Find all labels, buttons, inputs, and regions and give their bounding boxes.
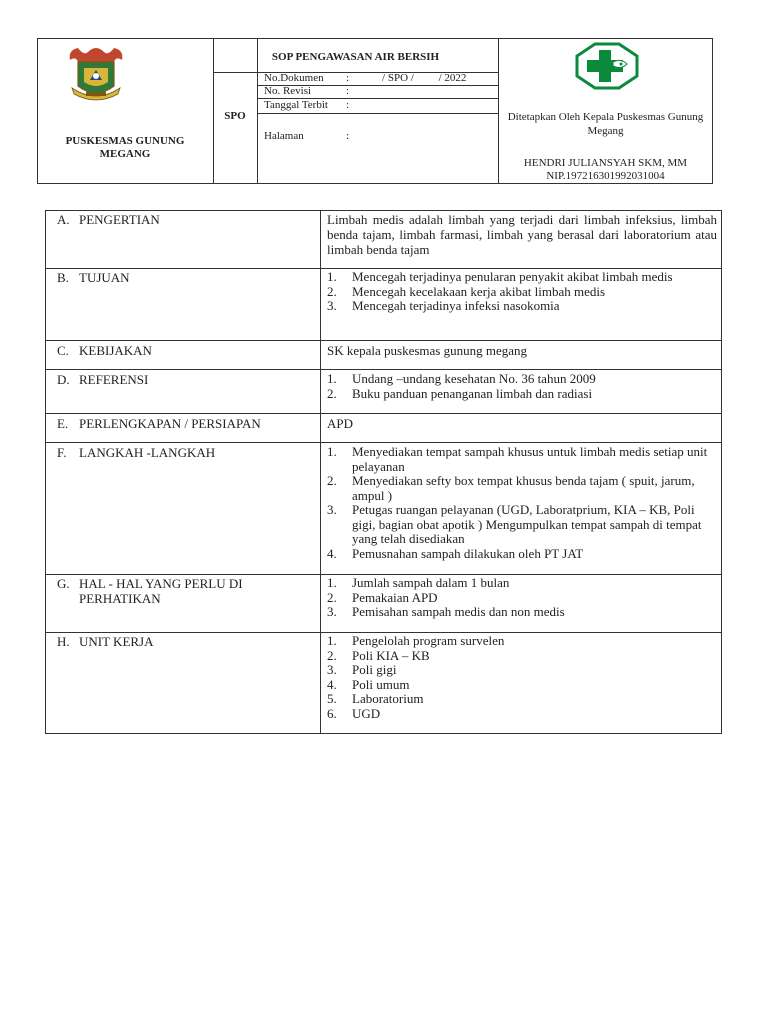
section-letter: G. xyxy=(57,576,70,591)
signer-name: HENDRI JULIANSYAH SKM, MM xyxy=(523,157,688,169)
section-g-heading xyxy=(57,576,297,606)
section-c-text: SK kepala puskesmas gunung megang xyxy=(327,343,528,358)
table-column-divider xyxy=(320,210,321,734)
doc-field-value: : xyxy=(346,85,350,97)
list-item: 2. Poli KIA – KB xyxy=(327,647,430,663)
section-title: REFERENSI xyxy=(79,372,149,387)
regency-coat-of-arms-icon xyxy=(64,42,128,106)
list-item: 3. Mencegah terjadinya infeksi nasokomia xyxy=(327,298,560,313)
list-item: 4. Poli umum xyxy=(327,676,410,692)
list-item: 1. Menyediakan tempat sampah khusus untuk limbah medis setiap unit pelayanan xyxy=(327,444,708,474)
section-title: PERLENGKAPAN / PERSIAPAN xyxy=(79,416,261,431)
list-item: 1. Jumlah sampah dalam 1 bulan xyxy=(327,575,510,590)
header-divider xyxy=(257,113,498,114)
section-title: KEBIJAKAN xyxy=(79,343,152,358)
list-item: 3. Pemisahan sampah medis dan non medis xyxy=(327,604,565,619)
doc-field-row xyxy=(264,130,349,143)
section-b-heading xyxy=(57,270,312,286)
section-h-list xyxy=(327,634,717,721)
section-letter: A. xyxy=(57,212,70,227)
spo-label: SPO xyxy=(224,110,246,122)
section-a-heading xyxy=(57,212,312,228)
section-d-list xyxy=(327,372,717,401)
row-divider xyxy=(45,413,722,414)
section-h-heading xyxy=(57,634,312,650)
list-item: 1. Pengelolah program survelen xyxy=(327,633,505,648)
list-item: 3. Petugas ruangan pelayanan (UGD, Laboratprium, KIA – KB, Poli gigi, bagian obat apotik ) Mengumpulkan tempat sampah di tempat yang telah disediakan xyxy=(327,502,702,546)
doc-field-row xyxy=(264,72,466,85)
doc-field-value: : xyxy=(346,99,350,111)
list-item: 1. Undang –undang kesehatan No. 36 tahun 2009 xyxy=(327,371,596,386)
list-item: 5. Laboratorium xyxy=(327,691,424,706)
section-title: TUJUAN xyxy=(79,270,130,285)
list-item: 1. Mencegah terjadinya penularan penyakit akibat limbah medis xyxy=(327,269,673,284)
list-item: 2. Menyediakan sefty box tempat khusus benda tajam ( spuit, jarum, ampul ) xyxy=(327,473,695,503)
section-title: LANGKAH -LANGKAH xyxy=(79,445,216,460)
doc-field-label: Halaman xyxy=(264,130,304,142)
section-title: HAL - HAL YANG PERLU DI PERHATIKAN xyxy=(79,576,243,606)
section-b-list xyxy=(327,270,717,314)
doc-field-value: : xyxy=(346,130,350,142)
section-letter: H. xyxy=(57,634,70,649)
section-title: UNIT KERJA xyxy=(79,634,154,649)
section-letter: E. xyxy=(57,416,69,431)
approved-by: Ditetapkan Oleh Kepala Puskesmas Gunung Megang xyxy=(507,111,704,137)
section-f-list xyxy=(327,445,717,561)
section-e-text: APD xyxy=(327,416,354,431)
section-letter: C. xyxy=(57,343,69,358)
section-f-heading xyxy=(57,445,312,461)
list-item: 3. Poli gigi xyxy=(327,662,397,677)
row-divider xyxy=(45,340,722,341)
section-title: PENGERTIAN xyxy=(79,212,160,227)
doc-field-label: No. Revisi xyxy=(264,85,312,97)
list-item: 4. Pemusnahan sampah dilakukan oleh PT JAT xyxy=(327,545,584,561)
document-title: SOP PENGAWASAN AIR BERSIH xyxy=(271,51,440,63)
section-letter: D. xyxy=(57,372,70,387)
doc-field-label: Tanggal Terbit xyxy=(264,99,328,111)
section-letter: B. xyxy=(57,270,69,285)
section-g-list xyxy=(327,576,717,620)
section-letter: F. xyxy=(57,445,67,460)
list-item: 6. UGD xyxy=(327,705,381,721)
row-divider xyxy=(45,369,722,370)
list-item: 2. Pemakaian APD xyxy=(327,589,438,605)
section-e-heading xyxy=(57,416,312,432)
doc-field-row xyxy=(264,85,349,98)
doc-field-value: : / SPO / / 2022 xyxy=(346,72,467,84)
section-d-heading xyxy=(57,372,312,388)
signer-nip: NIP.197216301992031004 xyxy=(546,170,665,182)
row-divider xyxy=(45,442,722,443)
doc-field-row xyxy=(264,99,349,112)
list-item: 2. Mencegah kecelakaan kerja akibat limbah medis xyxy=(327,283,606,299)
puskesmas-cross-logo-icon xyxy=(575,42,639,90)
section-a-text: Limbah medis adalah limbah yang terjadi dari limbah infeksius, limbah benda tajam, limbah farmasi, limbah yang berasal dari laboratorium atau limbah benda tajam xyxy=(327,212,717,257)
doc-field-label: No.Dokumen xyxy=(264,72,324,84)
organization-name: PUSKESMAS GUNUNG MEGANG xyxy=(65,135,185,160)
list-item: 2. Buku panduan penanganan limbah dan radiasi xyxy=(327,385,593,401)
section-c-heading xyxy=(57,343,312,359)
